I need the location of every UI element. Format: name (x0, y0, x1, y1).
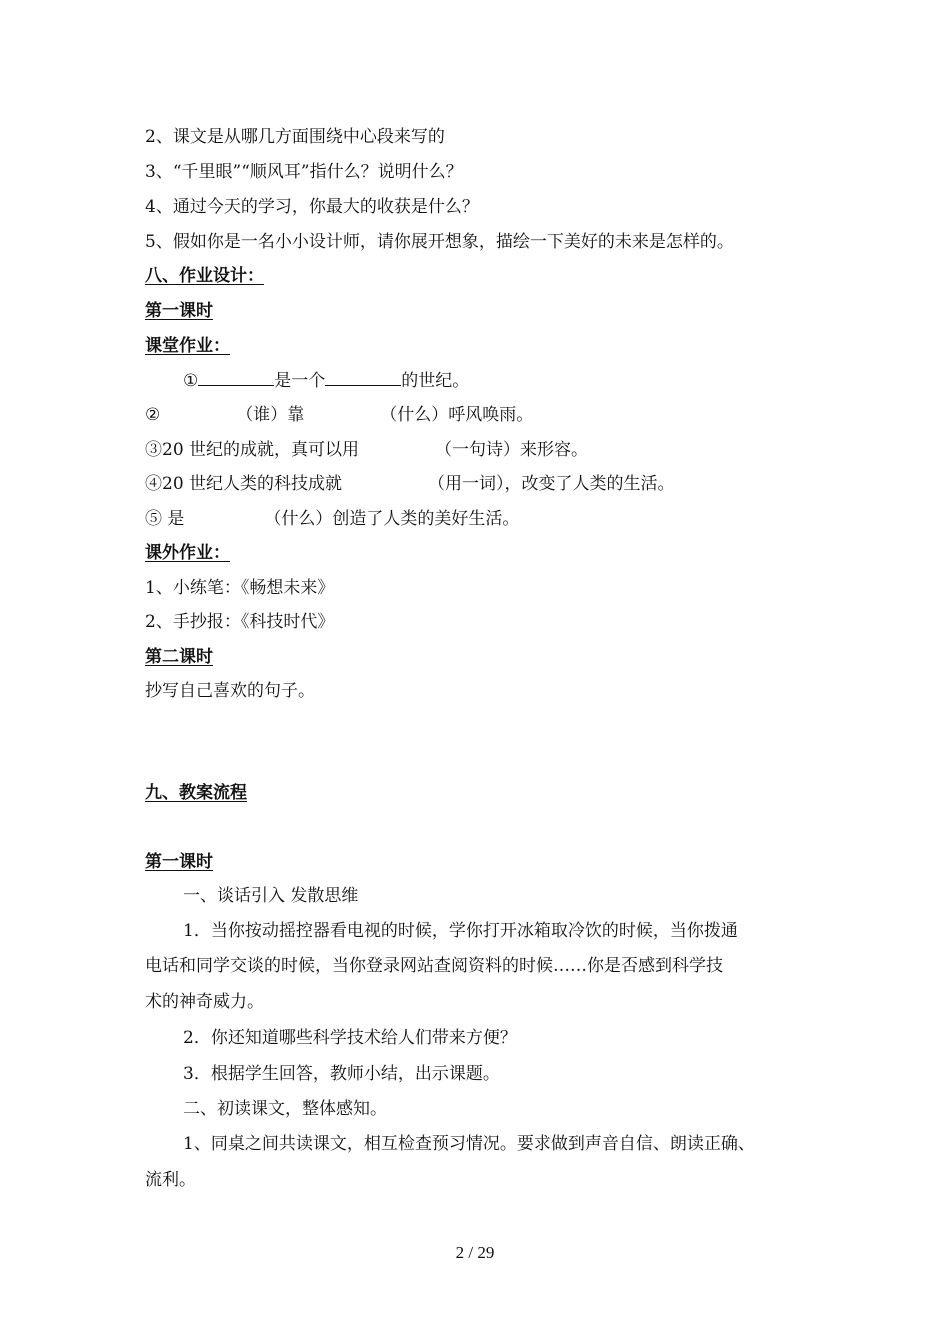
classwork-heading: 课堂作业： (145, 336, 230, 356)
flow-para-1-line-2: 电话和同学交谈的时候，当你登录网站查阅资料的时候……你是否感到科学技 (145, 956, 723, 976)
fill-blank (325, 369, 401, 386)
flow-step-2: 二、初读课文，整体感知。 (183, 1099, 387, 1119)
question-5: 5、假如你是一名小小设计师，请你展开想象，描绘一下美好的未来是怎样的。 (145, 232, 734, 252)
flow-para-1-line-1: 1．当你按动摇控器看电视的时候，学你打开冰箱取冷饮的时候，当你拨通 (183, 921, 738, 941)
classwork-item-3: ③20 世纪的成就，真可以用 （一句诗）来形容。 (145, 440, 589, 460)
question-4: 4、通过今天的学习，你最大的收获是什么？ (145, 197, 479, 217)
lesson2-task: 抄写自己喜欢的句子。 (145, 681, 315, 701)
question-3: 3、“千里眼”“顺风耳”指什么？说明什么？ (145, 162, 463, 182)
question-2: 2、课文是从哪几方面围绕中心段来写的 (145, 127, 445, 147)
homework-lesson2-heading: 第二课时 (145, 647, 213, 667)
flow-para-4-line-2: 流利。 (145, 1170, 196, 1190)
flow-lesson1-heading: 第一课时 (145, 852, 213, 872)
classwork-item-4: ④20 世纪人类的科技成就 （用一词），改变了人类的生活。 (145, 474, 675, 494)
fill-blank (198, 369, 274, 386)
classwork-item-5: ⑤ 是 （什么）创造了人类的美好生活。 (145, 509, 520, 529)
flow-para-1-line-3: 术的神奇威力。 (145, 992, 264, 1012)
extra-item-2: 2、手抄报：《科技时代》 (145, 612, 335, 632)
item-number: ② (145, 405, 161, 425)
page-number: 2 / 29 (455, 1243, 495, 1262)
flow-para-3: 3．根据学生回答，教师小结，出示课题。 (183, 1064, 500, 1084)
homework-heading: 八、作业设计： (145, 266, 264, 286)
flow-para-2: 2．你还知道哪些科学技术给人们带来方便？ (183, 1028, 517, 1048)
extra-homework-heading: 课外作业： (145, 543, 230, 563)
homework-lesson1-heading: 第一课时 (145, 301, 213, 321)
extra-item-1: 1、小练笔：《畅想未来》 (145, 578, 335, 598)
classwork-item-1: ① 是一个 的世纪。 (183, 371, 470, 391)
flow-step-1: 一、谈话引入 发散思维 (183, 886, 359, 906)
classwork-item-2: ② （谁）靠 （什么）呼风唤雨。 (145, 405, 534, 425)
item-number: ① (183, 371, 199, 391)
flow-heading: 九、教案流程 (145, 783, 247, 803)
flow-para-4-line-1: 1、同桌之间共读课文，相互检查预习情况。要求做到声音自信、朗读正确、 (183, 1134, 755, 1154)
